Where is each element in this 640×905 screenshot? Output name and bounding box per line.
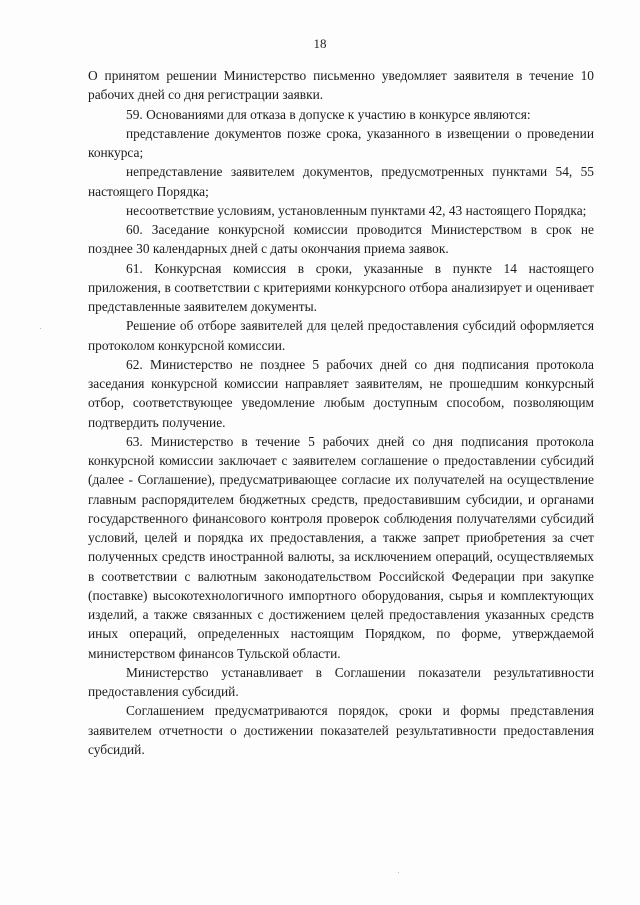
paragraph-59-late-submission: представление документов позже срока, указанного в извещении о проведении конкурса; xyxy=(88,125,594,160)
paragraph-63-indicators: Министерство устанавливает в Соглашении показатели результативности предоставления субсидий. xyxy=(88,664,594,699)
paragraph-60: 60. Заседание конкурсной комиссии проводится Министерством в срок не позднее 30 календарных дней с даты окончания приема заявок. xyxy=(88,222,594,257)
paragraph-notification: О принятом решении Министерство письменно уведомляет заявителя в течение 10 рабочих дней со дня регистрации заявки. xyxy=(88,68,594,103)
paragraph-61-decision: Решение об отборе заявителей для целей предоставления субсидий оформляется протоколом конкурсной комиссии. xyxy=(88,318,594,353)
paragraph-63-reporting: Соглашением предусматриваются порядок, сроки и формы представления заявителем отчетности о достижении показателей результативности предоставления субсидий. xyxy=(88,703,594,757)
scan-speck xyxy=(40,328,41,329)
scan-speck xyxy=(398,872,399,873)
paragraph-62: 62. Министерство не позднее 5 рабочих дней со дня подписания протокола заседания конкурсной комиссии направляет заявителям, не прошедшим конкурсный отбор, соответствующее уведомление любым доступным способом, позволяющим подтвердить получение. xyxy=(88,356,594,430)
paragraph-59-missing-documents: непредставление заявителем документов, предусмотренных пунктами 54, 55 настоящего Порядка; xyxy=(88,164,594,199)
paragraph-63: 63. Министерство в течение 5 рабочих дней со дня подписания протокола конкурсной комиссии заключает с заявителем соглашение о предоставлении субсидий (далее - Соглашение), предусматривающее согласие их получателей на осуществление главным распорядителем бюджетных средств, предоставившим субсидии, и органами государственного финансового контроля проверок соблюдения получателями субсидий условий, целей и порядка их предоставления, а также запрет приобретения за счет полученных средств иностранной валюты, за исключением операций, осуществляемых в соответствии с валютным законодательством Российской Федерации при закупке (поставке) высокотехнологичного импортного оборудования, сырья и комплектующих изделий, а также связанных с достижением целей предоставления указанных средств иных операций, определенных настоящим Порядком, по форме, утверждаемой министерством финансов Тульской области. xyxy=(88,433,594,661)
paragraph-59-nonconformity: несоответствие условиям, установленным пунктами 42, 43 настоящего Порядка; xyxy=(126,202,587,218)
paragraph-59: 59. Основаниями для отказа в допуске к участию в конкурсе являются: xyxy=(126,106,531,122)
page-number: 18 xyxy=(313,36,327,51)
document-body xyxy=(88,66,594,759)
paragraph-61: 61. Конкурсная комиссия в сроки, указанные в пункте 14 настоящего приложения, в соответствии с критериями конкурсного отбора анализирует и оценивает представленные заявителем документы. xyxy=(88,260,594,314)
